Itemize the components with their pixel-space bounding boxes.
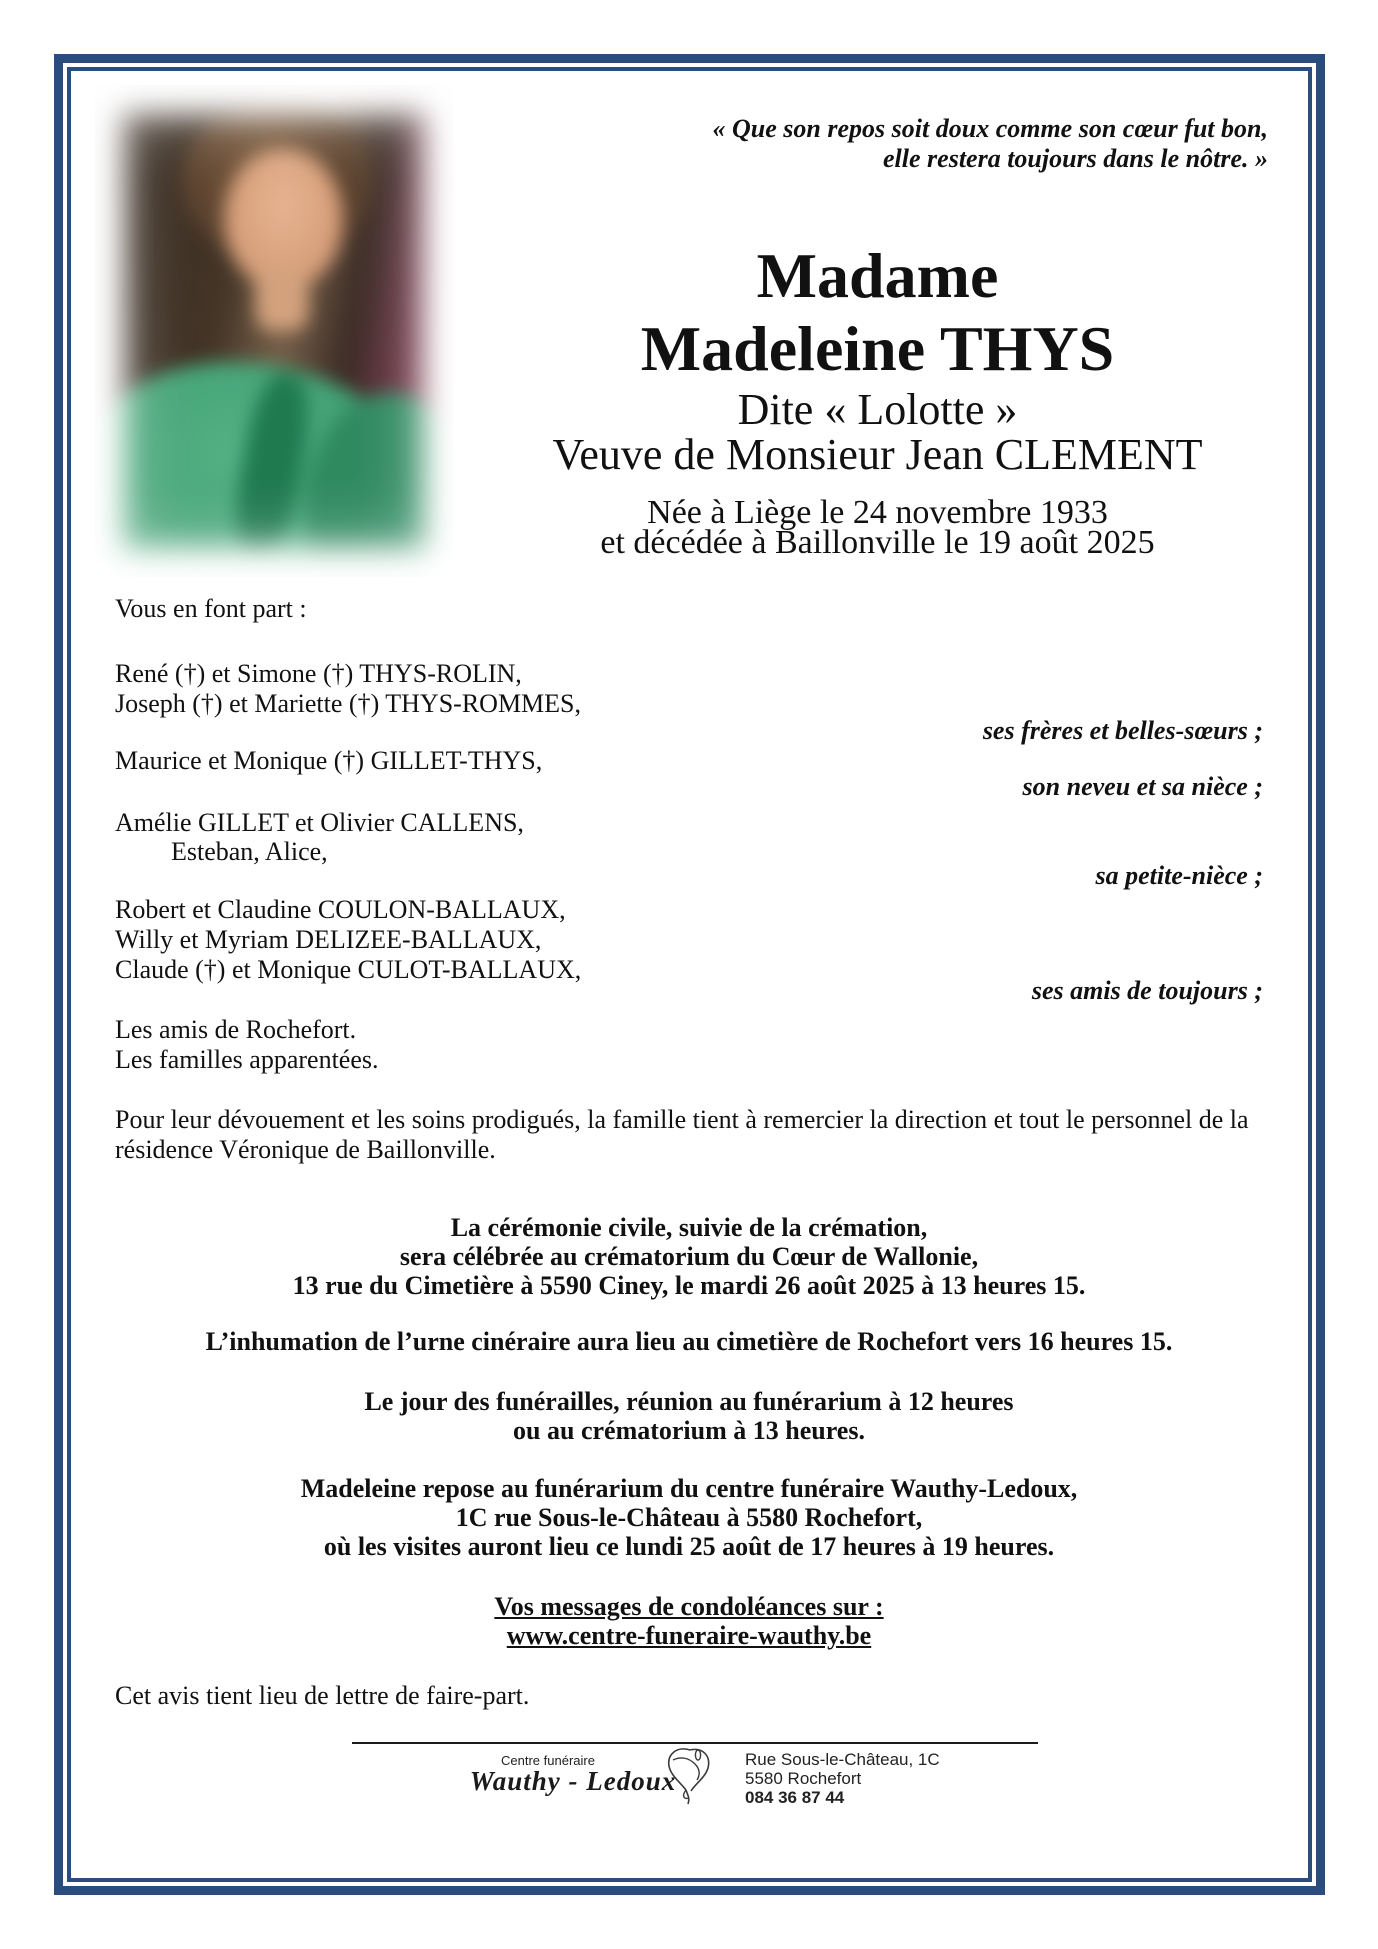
family-group-friends [115, 895, 581, 985]
family-line: Robert et Claudine COULON-BALLAUX, [115, 895, 566, 924]
memorial-quote-line2: elle restera toujours dans le nôtre. » [883, 144, 1268, 173]
cremation-line: 13 rue du Cimetière à 5590 Ciney, le mardi 26 août 2025 à 13 heures 15. [292, 1271, 1086, 1300]
title-prefix: Madame [756, 240, 999, 311]
repose-paragraph [76, 1474, 1302, 1561]
phone-number: 084 36 87 44 [745, 1788, 845, 1807]
funeral-home-address [745, 1750, 940, 1807]
memorial-quote [713, 114, 1268, 174]
address-line2: 5580 Rochefort [745, 1769, 862, 1788]
photo-feathered-edge [95, 85, 453, 577]
condolences-website-link[interactable]: www.centre-funeraire-wauthy.be [506, 1621, 872, 1650]
birth-line: Née à Liège le 24 novembre 1933 [647, 494, 1108, 531]
repose-line: Madeleine repose au funérarium du centre funéraire Wauthy-Ledoux, [300, 1474, 1078, 1503]
announcement-intro: Vous en font part : [115, 594, 307, 623]
thanks-paragraph: Pour leur dévouement et les soins prodigués, la famille tient à remercier la direction et tout le personnel de la résidence Véronique de Baillonville. [115, 1105, 1249, 1164]
relation-label-brothers: ses frères et belles-sœurs ; [982, 716, 1263, 745]
family-line: Willy et Myriam DELIZEE-BALLAUX, [115, 925, 542, 954]
family-group-brothers [115, 659, 581, 719]
closing-note: Cet avis tient lieu de lettre de faire-part. [115, 1681, 530, 1710]
condolences-block [76, 1592, 1302, 1650]
family-group-others [115, 1015, 379, 1075]
gathering-paragraph [76, 1387, 1302, 1445]
repose-line: 1C rue Sous-le-Château à 5580 Rochefort, [455, 1503, 923, 1532]
family-line: Joseph (†) et Mariette (†) THYS-ROMMES, [115, 689, 582, 718]
funeral-home-type-label: Centre funéraire [501, 1753, 595, 1768]
family-group-nephew [115, 746, 542, 776]
family-line: Amélie GILLET et Olivier CALLENS, [115, 808, 524, 837]
cremation-line: sera célébrée au crématorium du Cœur de Wallonie, [399, 1242, 979, 1271]
address-line1: Rue Sous-le-Château, 1C [745, 1750, 940, 1769]
funeral-home-name: Wauthy - Ledoux [469, 1766, 677, 1796]
family-line: Maurice et Monique (†) GILLET-THYS, [115, 746, 543, 775]
gathering-line: Le jour des funérailles, réunion au funérarium à 12 heures [364, 1387, 1014, 1416]
family-line: Esteban, Alice, [171, 837, 328, 866]
memorial-quote-line1: « Que son repos soit doux comme son cœur fut bon, [712, 114, 1268, 143]
repose-line: où les visites auront lieu ce lundi 25 août de 17 heures à 19 heures. [323, 1532, 1055, 1561]
gathering-line: ou au crématorium à 13 heures. [513, 1416, 865, 1445]
family-group-grandniece [115, 808, 524, 866]
family-line: Les familles apparentées. [115, 1045, 379, 1074]
family-line: Les amis de Rochefort. [115, 1015, 357, 1044]
footer-divider-line [352, 1742, 1038, 1744]
calla-lily-icon [664, 1745, 716, 1810]
cremation-paragraph [76, 1213, 1302, 1300]
deceased-name: Madeleine THYS [640, 313, 1115, 384]
portrait-photo [95, 85, 453, 577]
inhumation-paragraph: L’inhumation de l’urne cinéraire aura lieu au cimetière de Rochefort vers 16 heures 15. [205, 1327, 1173, 1356]
deceased-nickname: Dite « Lolotte » [737, 385, 1018, 434]
relation-label-grandniece: sa petite-nièce ; [1095, 861, 1263, 890]
condolences-label: Vos messages de condoléances sur : [494, 1592, 884, 1621]
family-line: Claude (†) et Monique CULOT-BALLAUX, [115, 955, 582, 984]
family-line: René (†) et Simone (†) THYS-ROLIN, [115, 659, 522, 688]
widow-of-line: Veuve de Monsieur Jean CLEMENT [552, 430, 1203, 479]
relation-label-nephew: son neveu et sa nièce ; [1022, 772, 1263, 801]
death-line: et décédée à Baillonville le 19 août 2025 [600, 524, 1155, 561]
relation-label-friends: ses amis de toujours ; [1031, 976, 1263, 1005]
cremation-line: La cérémonie civile, suivie de la crémation, [450, 1213, 928, 1242]
